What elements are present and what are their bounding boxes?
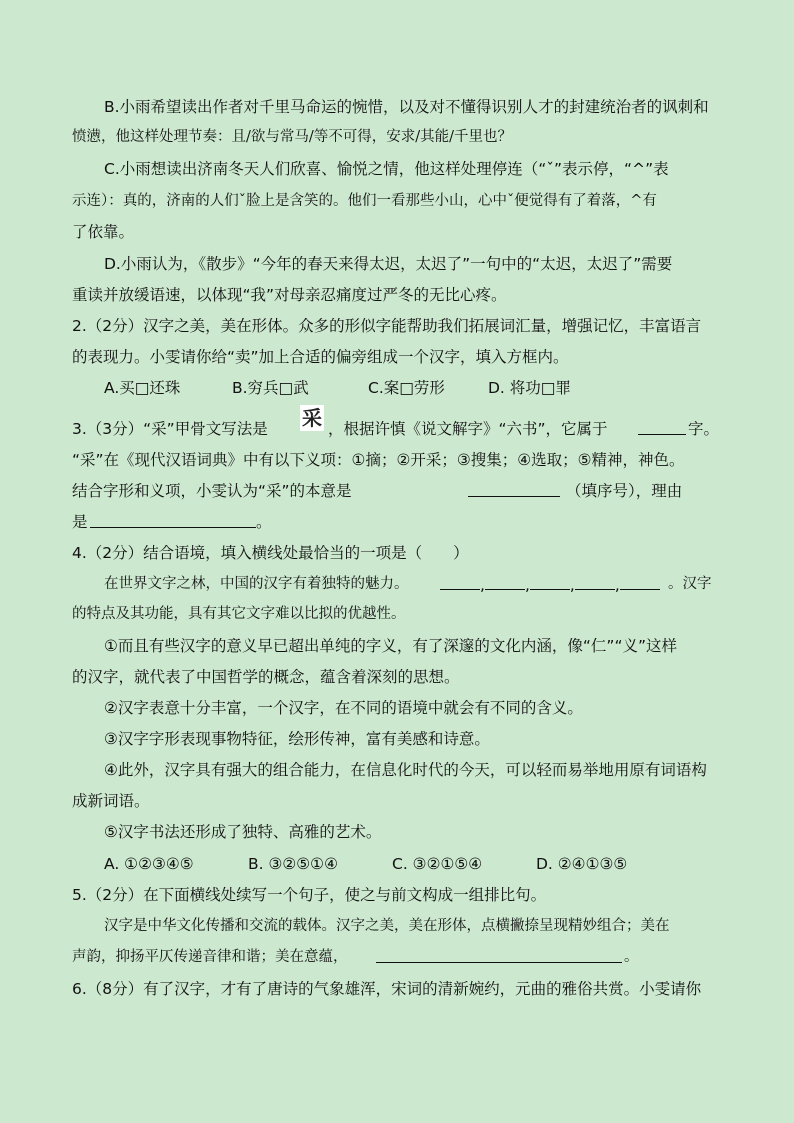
question-5-passage-2-end: 。 xyxy=(624,949,639,965)
question-3-line-4-end: 。 xyxy=(256,513,272,531)
question-5-blank[interactable] xyxy=(376,946,622,969)
question-3-senses: “采”在《现代汉语词典》中有以下义项：①摘；②开采；③搜集；④选取；⑤精神，神色。 xyxy=(72,451,685,469)
question-2-option-c: C.案□劳形 xyxy=(368,379,445,397)
question-3-line-4-start: 是 xyxy=(72,513,88,531)
question-4-passage-1-end: 。汉字 xyxy=(668,576,712,592)
question-4-blanks[interactable]: , , , , xyxy=(440,573,660,596)
option-b-line-2: 愤懑，他这样处理节奏：且/欲与常马/等不可得，安求/其能/千里也？ xyxy=(72,129,513,145)
question-3-line-3-end: （填序号），理由 xyxy=(566,482,683,500)
question-2-option-a: A.买□还珠 xyxy=(104,379,181,397)
question-4-item-3: ③汉字字形表现事物特征，绘形传神，富有美感和诗意。 xyxy=(104,730,490,748)
option-c-line-3: 了依靠。 xyxy=(72,223,135,241)
question-6-stem: 6.（8分）有了汉字，才有了唐诗的气象雄浑，宋词的清新婉约，元曲的雅俗共赏。小雯请你 xyxy=(72,980,702,998)
question-3-blank-3[interactable] xyxy=(90,511,256,534)
question-4-item-4-cont: 成新词语。 xyxy=(72,792,150,810)
question-2-stem-2: 的表现力。小雯请你给“卖”加上合适的偏旁组成一个汉字，填入方框内。 xyxy=(72,348,569,366)
question-3-line-3-start: 结合字形和义项，小雯认为“采”的本意是 xyxy=(72,482,352,500)
option-c-line-2: 示连）：真的，济南的人们ˇ脸上是含笑的。他们一看那些小山，心中ˇ便觉得有了着落，^有 xyxy=(72,193,657,209)
question-4-stem: 4.（2分）结合语境，填入横线处最恰当的一项是（ ） xyxy=(72,544,469,562)
question-3-blank-1[interactable] xyxy=(638,418,686,441)
question-4-option-d: D. ②④①③⑤ xyxy=(536,855,628,873)
question-3-stem-start: 3.（3分）“采”甲骨文写法是 xyxy=(72,420,268,438)
question-2-stem: 2.（2分）汉字之美，美在形体。众多的形似字能帮助我们拓展词汇量，增强记忆，丰富语言 xyxy=(72,317,702,335)
option-d-line-2: 重读并放缓语速，以体现“我”对母亲忍痛度过严冬的无比心疼。 xyxy=(72,286,507,304)
question-2-option-b: B.穷兵□武 xyxy=(232,379,309,397)
option-b-line-1: B.小雨希望读出作者对千里马命运的惋惜，以及对不懂得识别人才的封建统治者的讽刺和 xyxy=(104,98,709,116)
question-4-item-5: ⑤汉字书法还形成了独特、高雅的艺术。 xyxy=(104,823,382,841)
question-5-passage-2: 声韵，抑扬平仄传递音律和谐；美在意蕴， xyxy=(72,949,348,965)
question-4-passage-2: 的特点及其功能，具有其它文字难以比拟的优越性。 xyxy=(72,606,406,622)
question-4-option-c: C. ③②①⑤④ xyxy=(392,855,483,873)
option-d-line-1: D.小雨认为，《散步》“今年的春天来得太迟，太迟了”一句中的“太迟，太迟了”需要 xyxy=(104,255,673,273)
question-4-item-2: ②汉字表意十分丰富，一个汉字，在不同的语境中就会有不同的含义。 xyxy=(104,699,583,717)
question-3-stem-end: 字。 xyxy=(688,420,720,438)
question-4-passage-1: 在世界文字之林，中国的汉字有着独特的魅力。 xyxy=(104,576,409,592)
question-5-passage-1: 汉字是中华文化传播和交流的载体。汉字之美，美在形体，点横撇捺呈现精妙组合；美在 xyxy=(104,918,670,934)
question-4-option-a: A. ①②③④⑤ xyxy=(104,855,194,873)
question-4-option-b: B. ③②⑤①④ xyxy=(248,855,338,873)
question-4-item-1: ①而且有些汉字的意义早已超出单纯的字义，有了深邃的文化内涵，像“仁”“义”这样 xyxy=(104,637,678,655)
question-4-item-1-cont: 的汉字，就代表了中国哲学的概念，蕴含着深刻的思想。 xyxy=(72,668,460,686)
oracle-bone-glyph-image: 采 xyxy=(302,406,322,430)
question-3-blank-2[interactable] xyxy=(468,480,560,503)
question-2-option-d: D. 将功□罪 xyxy=(488,379,571,397)
option-c-line-1: C.小雨想读出济南冬天人们欣喜、愉悦之情，他这样处理停连（“ˇ”表示停，“^”表 xyxy=(104,160,669,178)
question-5-stem: 5.（2分）在下面横线处续写一个句子，使之与前文构成一组排比句。 xyxy=(72,886,547,904)
question-3-stem-mid: ，根据许慎《说文解字》“六书”，它属于 xyxy=(328,420,608,438)
question-4-item-4: ④此外，汉字具有强大的组合能力，在信息化时代的今天，可以轻而易举地用原有词语构 xyxy=(104,761,707,779)
